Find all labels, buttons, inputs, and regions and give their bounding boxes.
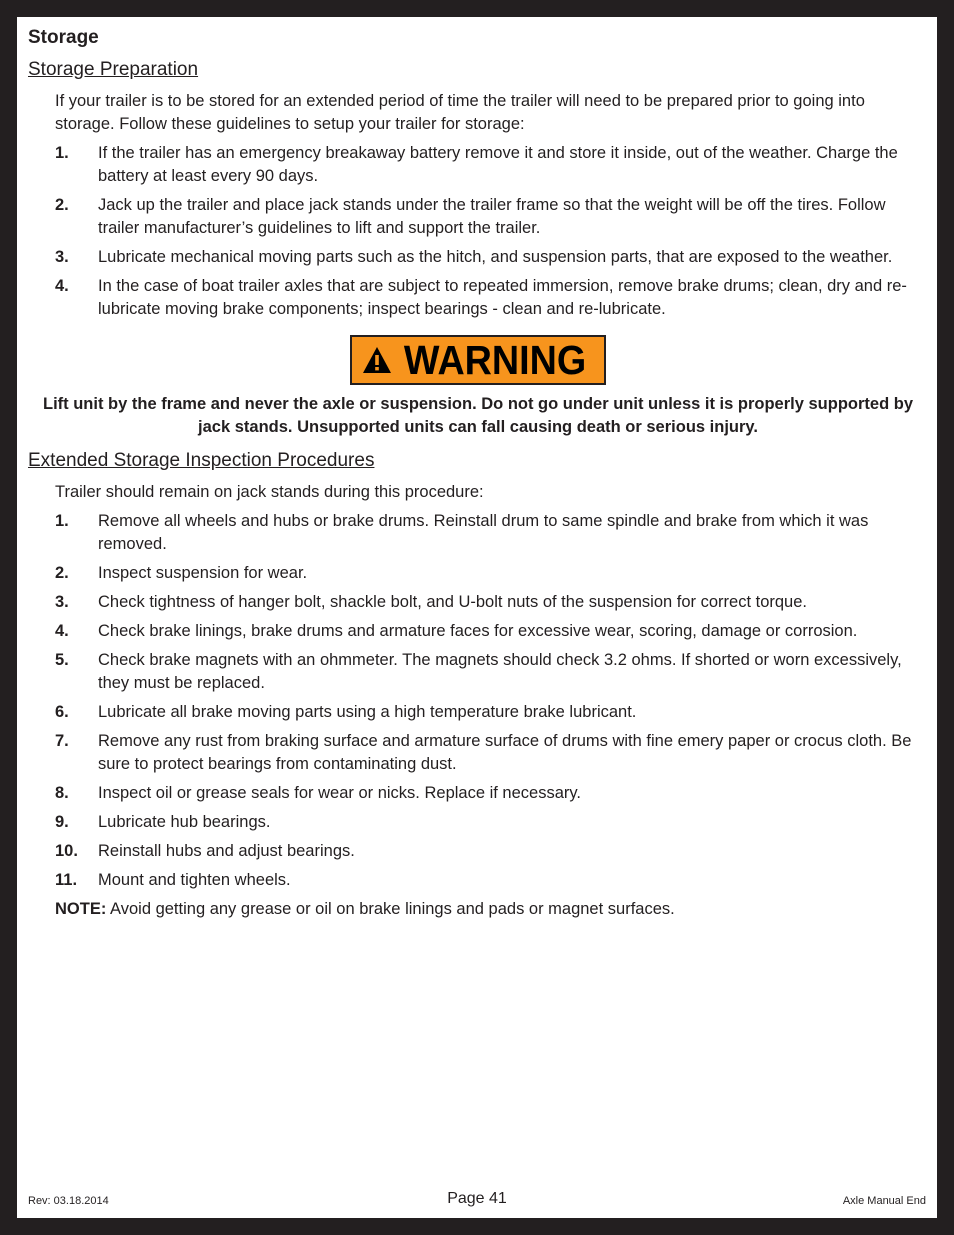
list-item (28, 142, 928, 188)
step-number: 8. (55, 784, 69, 802)
warning-text: Lift unit by the frame and never the axle or suspension. Do not go under unit unless it is properly supported by jack stands. Unsupported units can fall causing death or serious injury. (42, 395, 914, 436)
storage-preparation-steps (28, 142, 928, 321)
note-text: Avoid getting any grease or oil on brake linings and pads or magnet surfaces. (106, 900, 675, 918)
step-text: Remove any rust from braking surface and armature surface of drums with fine emery paper or crocus cloth. Be sure to protect bearings from contaminating dust. (98, 732, 912, 773)
step-text: Check brake magnets with an ohmmeter. The magnets should check 3.2 ohms. If shorted or worn excessively, they must be replaced. (98, 651, 902, 692)
warning-sign (350, 335, 606, 385)
list-item (28, 701, 928, 724)
step-number: 2. (55, 564, 69, 582)
step-number: 11. (55, 871, 78, 889)
step-text: Check brake linings, brake drums and armature faces for excessive wear, scoring, damage or corrosion. (98, 622, 858, 640)
step-number: 3. (55, 248, 69, 266)
step-number: 9. (55, 813, 69, 831)
step-text: Reinstall hubs and adjust bearings. (98, 842, 355, 860)
revision-date: Rev: 03.18.2014 (28, 1195, 109, 1207)
section-title: Storage (28, 27, 99, 48)
list-item (28, 730, 928, 776)
step-text: If the trailer has an emergency breakaway battery remove it and store it inside, out of the weather. Charge the battery at least every 90 days. (98, 144, 898, 185)
step-text: Inspect oil or grease seals for wear or nicks. Replace if necessary. (98, 784, 581, 802)
note (55, 898, 928, 921)
step-text: Lubricate mechanical moving parts such as the hitch, and suspension parts, that are exposed to the weather. (98, 248, 893, 266)
list-item (28, 811, 928, 834)
step-text: Remove all wheels and hubs or brake drums. Reinstall drum to same spindle and brake from which it was removed. (98, 512, 869, 553)
page-content (28, 26, 928, 921)
warning-block (28, 335, 928, 439)
step-number: 2. (55, 196, 69, 214)
step-text: Lubricate hub bearings. (98, 813, 271, 831)
list-item (28, 782, 928, 805)
step-text: Inspect suspension for wear. (98, 564, 308, 582)
inspection-steps (28, 510, 928, 892)
step-number: 6. (55, 703, 69, 721)
step-number: 10. (55, 842, 78, 860)
warning-triangle-icon (362, 346, 392, 374)
list-item (28, 246, 928, 269)
step-number: 1. (55, 144, 69, 162)
list-item (28, 510, 928, 556)
document-name: Axle Manual End (842, 1195, 926, 1207)
step-number: 4. (55, 277, 69, 295)
step-number: 1. (55, 512, 69, 530)
storage-preparation-intro: If your trailer is to be stored for an extended period of time the trailer will need to be prepared prior to going into storage. Follow these guidelines to setup your trailer for storage: (55, 92, 865, 133)
step-text: Jack up the trailer and place jack stands under the trailer frame so that the weight will be off the tires. Follow trailer manufacturer’s guidelines to lift and support the trailer. (98, 196, 886, 237)
step-text: In the case of boat trailer axles that are subject to repeated immersion, remove brake drums; clean, dry and re-lubricate moving brake components; inspect bearings - clean and re-lubricate. (98, 277, 907, 318)
inspection-heading: Extended Storage Inspection Procedures (28, 450, 375, 471)
step-text: Check tightness of hanger bolt, shackle bolt, and U-bolt nuts of the suspension for correct torque. (98, 593, 807, 611)
page-number: Page 41 (447, 1190, 507, 1207)
warning-label: WARNING (403, 337, 587, 383)
list-item (28, 275, 928, 321)
step-number: 4. (55, 622, 69, 640)
step-number: 7. (55, 732, 69, 750)
list-item (28, 869, 928, 892)
list-item (28, 591, 928, 614)
step-number: 3. (55, 593, 69, 611)
list-item (28, 649, 928, 695)
step-text: Mount and tighten wheels. (98, 871, 291, 889)
inspection-intro: Trailer should remain on jack stands during this procedure: (55, 483, 484, 501)
list-item (28, 620, 928, 643)
list-item (28, 840, 928, 863)
step-number: 5. (55, 651, 69, 669)
step-text: Lubricate all brake moving parts using a high temperature brake lubricant. (98, 703, 637, 721)
list-item (28, 562, 928, 585)
storage-preparation-heading: Storage Preparation (28, 59, 199, 80)
list-item (28, 194, 928, 240)
note-label: NOTE: (55, 900, 107, 918)
document-page (17, 17, 937, 1218)
